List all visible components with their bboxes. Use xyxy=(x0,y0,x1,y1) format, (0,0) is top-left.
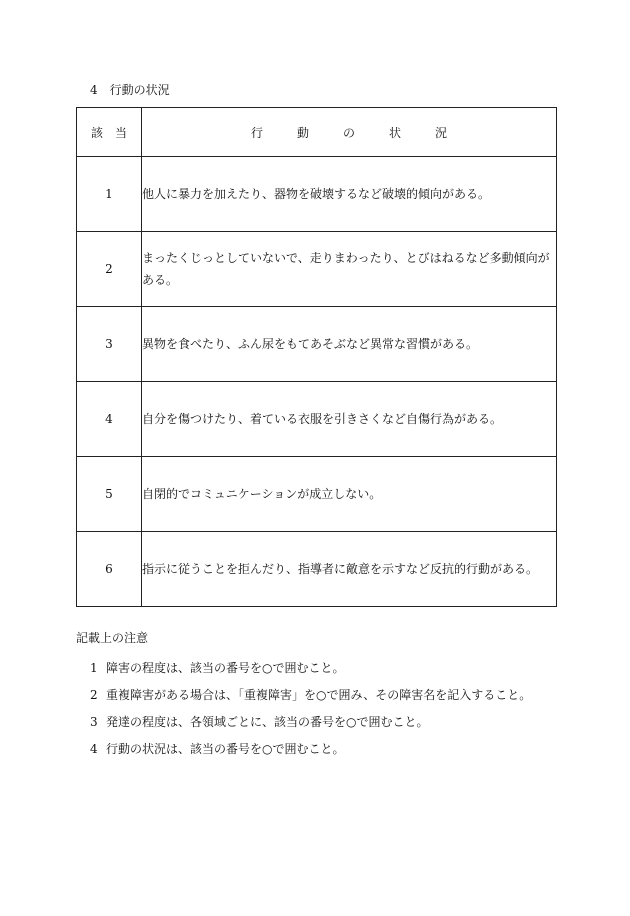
row-text: 自閉的でコミュニケーションが成立しない。 xyxy=(142,457,557,532)
row-number: 6 xyxy=(77,532,142,607)
row-text: 自分を傷つけたり、着ている衣服を引きさくなど自傷行為がある。 xyxy=(142,382,557,457)
row-number: 4 xyxy=(77,382,142,457)
table-row xyxy=(77,157,557,232)
note-text: 障害の程度は、該当の番号を○で囲むこと。 xyxy=(106,661,345,675)
row-number: 2 xyxy=(77,232,142,307)
table-row xyxy=(77,532,557,607)
row-text: まったくじっとしていないで、走りまわったり、とびはねるなど多動傾向がある。 xyxy=(142,232,557,307)
note-number: 3 xyxy=(90,715,98,729)
table-row xyxy=(77,382,557,457)
notes-list xyxy=(90,660,531,768)
row-number: 3 xyxy=(77,307,142,382)
notes-title: 記載上の注意 xyxy=(76,631,149,645)
table-row xyxy=(77,232,557,307)
note-item xyxy=(90,687,531,703)
note-number: 4 xyxy=(90,742,98,756)
note-item xyxy=(90,741,531,757)
table-row xyxy=(77,457,557,532)
note-number: 1 xyxy=(90,661,98,675)
row-text: 他人に暴力を加えたり、器物を破壊するなど破壊的傾向がある。 xyxy=(142,157,557,232)
behavior-table xyxy=(76,107,557,607)
note-text: 発達の程度は、各領域ごとに、該当の番号を○で囲むこと。 xyxy=(106,715,429,729)
header-description: 行動の状況 xyxy=(142,108,557,157)
section-heading: 4 行動の状況 xyxy=(90,83,170,97)
row-text: 異物を食べたり、ふん尿をもてあそぶなど異常な習慣がある。 xyxy=(142,307,557,382)
table-header-row xyxy=(77,108,557,157)
note-text: 行動の状況は、該当の番号を○で囲むこと。 xyxy=(106,742,345,756)
note-item xyxy=(90,714,531,730)
note-text: 重複障害がある場合は、「重複障害」を○で囲み、その障害名を記入すること。 xyxy=(106,688,532,702)
row-number: 1 xyxy=(77,157,142,232)
header-number: 該当 xyxy=(77,108,142,157)
note-number: 2 xyxy=(90,688,98,702)
table-row xyxy=(77,307,557,382)
note-item xyxy=(90,660,531,676)
row-text: 指示に従うことを拒んだり、指導者に敵意を示すなど反抗的行動がある。 xyxy=(142,532,557,607)
row-number: 5 xyxy=(77,457,142,532)
